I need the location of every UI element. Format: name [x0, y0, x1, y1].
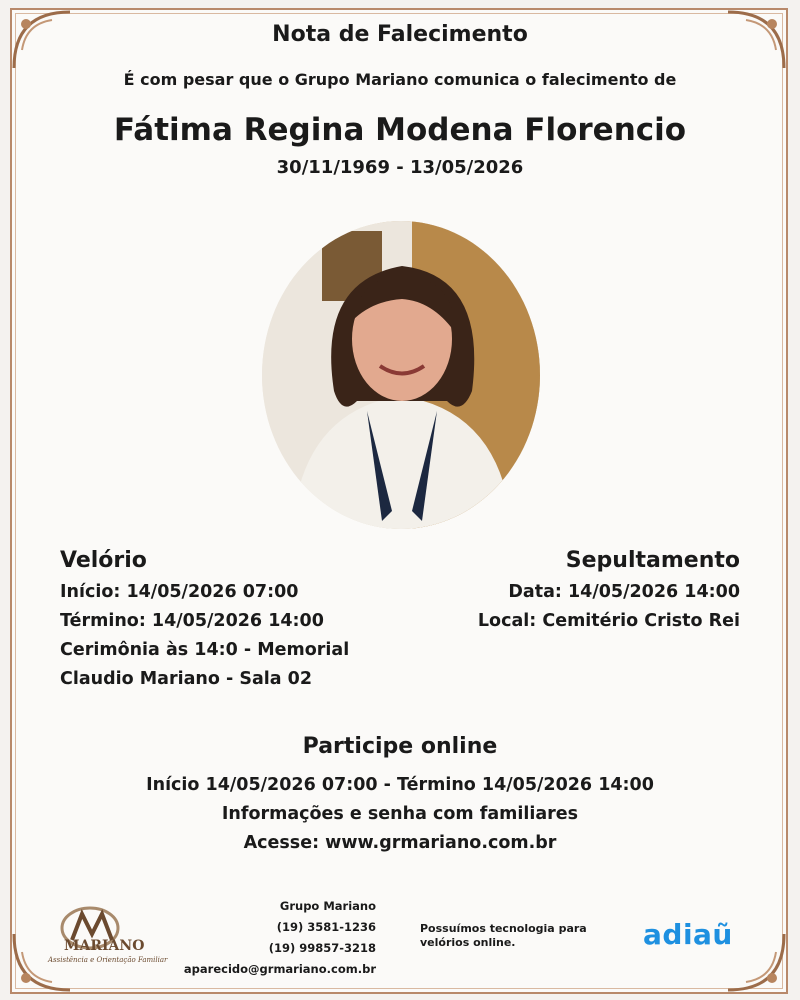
- life-dates: 30/11/1969 - 13/05/2026: [276, 157, 524, 178]
- burial-location: Local: Cemitério Cristo Rei: [477, 611, 740, 631]
- online-schedule: Início 14/05/2026 07:00 - Término 14/05/2026 14:00: [146, 775, 654, 795]
- notice-subtitle: É com pesar que o Grupo Mariano comunica o falecimento de: [123, 70, 677, 89]
- phone-mobile[interactable]: (19) 99857-3218: [268, 941, 376, 955]
- phone-landline[interactable]: (19) 3581-1236: [276, 920, 376, 934]
- online-info: Informações e senha com familiares: [221, 804, 579, 824]
- burial-date: Data: 14/05/2026 14:00: [508, 582, 740, 602]
- wake-heading: Velório: [60, 548, 147, 573]
- wake-section: [60, 546, 380, 694]
- wake-end: Término: 14/05/2026 14:00: [60, 611, 324, 631]
- wake-location: Claudio Mariano - Sala 02: [60, 669, 313, 689]
- burial-heading: Sepultamento: [565, 548, 740, 573]
- deceased-portrait: [262, 221, 540, 529]
- logo-tagline: Assistência e Orientação Familiar: [48, 956, 168, 964]
- company-name: Grupo Mariano: [279, 899, 376, 913]
- corner-ornament: [726, 932, 786, 992]
- tech-note: Possuímos tecnologia para velórios online.: [420, 922, 587, 949]
- notice-title: Nota de Falecimento: [272, 22, 528, 47]
- online-website-link[interactable]: Acesse: www.grmariano.com.br: [243, 833, 557, 853]
- portrait-illustration: [262, 221, 540, 529]
- online-heading: Participe online: [302, 734, 498, 759]
- contact-email[interactable]: aparecido@grmariano.com.br: [183, 962, 376, 976]
- wake-ceremony: Cerimônia às 14:0 - Memorial: [60, 640, 350, 660]
- contact-block: [184, 896, 376, 980]
- deceased-name: Fátima Regina Modena Florencio: [113, 112, 687, 148]
- adiau-logo: adiaũ: [643, 918, 733, 951]
- logo-wordmark: MARIANO: [64, 938, 145, 954]
- wake-start: Início: 14/05/2026 07:00: [60, 582, 299, 602]
- burial-section: [420, 546, 740, 636]
- grupo-mariano-logo: [46, 904, 168, 970]
